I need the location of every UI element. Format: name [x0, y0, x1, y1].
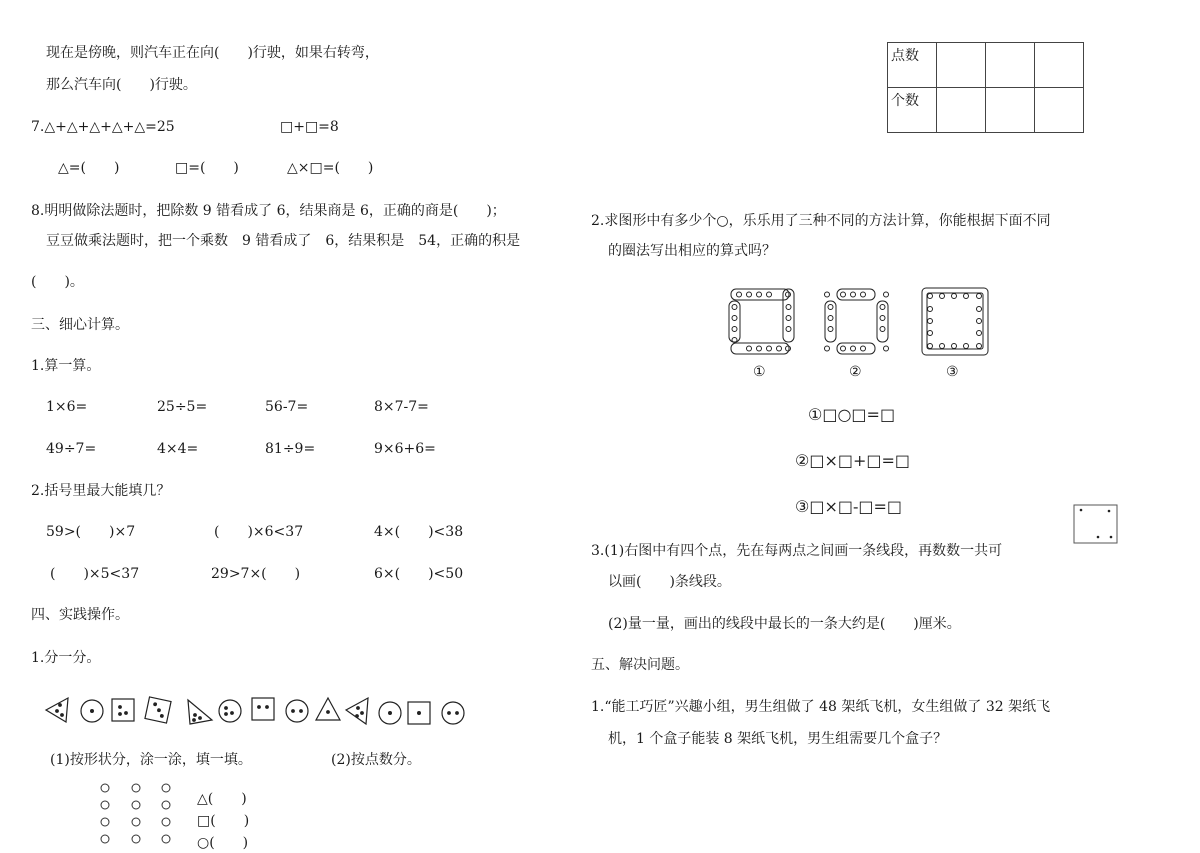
table-cell[interactable] [986, 43, 1035, 88]
fill-item: 29>7×( ) [211, 566, 301, 582]
calc-item: 4×4= [157, 441, 199, 457]
calc-item: 81÷9= [265, 441, 316, 457]
legend-square: □( ) [197, 813, 250, 829]
triangle-shape [316, 698, 340, 720]
table-cell[interactable] [937, 43, 986, 88]
q8-line3: ( )。 [31, 274, 84, 290]
equation-3: ③□×□-□=□ [795, 497, 903, 516]
table-cell[interactable] [937, 88, 986, 133]
q7-equation-square: □+□=8 [280, 119, 339, 135]
fill-item: ( )×5<37 [50, 566, 140, 582]
calc-item: 9×6+6= [374, 441, 436, 457]
figure-label-3: ③ [946, 364, 959, 380]
square-shape [112, 699, 134, 721]
circle-shape [286, 700, 308, 722]
fill-item: 59>( )×7 [46, 524, 136, 540]
calc-item: 8×7-7= [374, 399, 429, 415]
triangle-shape [46, 698, 68, 722]
circle-shape [442, 702, 464, 724]
sort-sub2: (2)按点数分。 [331, 752, 421, 768]
q6-line2: 那么汽车向( )行驶。 [46, 77, 197, 93]
legend-triangle: △( ) [197, 791, 247, 807]
q8-line2: 豆豆做乘法题时，把一个乘数 9 错看成了 6，结果积是 54，正确的积是 [46, 233, 521, 249]
q7-product-answer: △×□=( ) [287, 160, 374, 176]
circle-square-figures [726, 286, 994, 358]
table-cell[interactable] [1035, 88, 1084, 133]
fill-title: 2.括号里最大能填几？ [31, 483, 171, 499]
q6-line1: 现在是傍晚，则汽车正在向( )行驶，如果右转弯， [46, 45, 379, 61]
figure-1 [729, 289, 794, 354]
equation-1: ①□○□=□ [808, 405, 896, 424]
section5-title: 五、解决问题。 [591, 657, 689, 673]
q8-line1: 8.明明做除法题时，把除数 9 错看成了 6，结果商是 6，正确的商是( )； [31, 203, 506, 219]
fill-item: 4×( )<38 [374, 524, 464, 540]
square-shape [408, 702, 430, 724]
table-label-count: 个数 [888, 88, 937, 133]
square-shape [252, 698, 274, 720]
triangle-shape [346, 698, 368, 724]
q7-equation-triangle: 7.△+△+△+△+△=25 [31, 119, 175, 135]
circle-shape [81, 700, 103, 722]
circle-shape [219, 700, 241, 722]
table-label-dots: 点数 [888, 43, 937, 88]
sort-title: 1.分一分。 [31, 650, 101, 666]
q2-line1: 2.求图形中有多少个○，乐乐用了三种不同的方法计算，你能根据下面不同 [591, 213, 1051, 229]
p1-line2: 机，1 个盒子能装 8 架纸飞机，男生组需要几个盒子？ [608, 731, 948, 747]
table-cell[interactable] [1035, 43, 1084, 88]
q7-square-answer: □=( ) [175, 160, 239, 176]
figure-label-1: ① [753, 364, 766, 380]
equation-2: ②□×□+□=□ [795, 451, 911, 470]
calc-item: 1×6= [46, 399, 88, 415]
fill-item: 6×( )<50 [374, 566, 464, 582]
dot-count-table [887, 42, 1084, 133]
figure-3 [922, 288, 988, 355]
calc-title: 1.算一算。 [31, 358, 101, 374]
legend-circle: ○( ) [197, 835, 249, 851]
triangle-shape [188, 700, 212, 724]
section4-title: 四、实践操作。 [31, 607, 129, 623]
sort-sub1: (1)按形状分，涂一涂，填一填。 [50, 752, 252, 768]
calc-item: 56-7= [265, 399, 309, 415]
q3-line2: 以画( )条线段。 [608, 574, 731, 590]
coloring-grid [96, 780, 176, 848]
square-shape [145, 697, 171, 723]
figure-2 [825, 289, 889, 354]
calc-item: 49÷7= [46, 441, 97, 457]
q7-triangle-answer: △=( ) [58, 160, 120, 176]
shapes-row [40, 690, 470, 730]
calc-item: 25÷5= [157, 399, 208, 415]
q3-line3: (2)量一量，画出的线段中最长的一条大约是( )厘米。 [608, 616, 961, 632]
four-point-figure [1073, 504, 1119, 546]
table-cell[interactable] [986, 88, 1035, 133]
circle-shape [379, 702, 401, 724]
fill-item: ( )×6<37 [214, 524, 304, 540]
section3-title: 三、细心计算。 [31, 317, 129, 333]
q3-line1: 3.(1)右图中有四个点，先在每两点之间画一条线段，再数数一共可 [591, 543, 1003, 559]
figure-label-2: ② [849, 364, 862, 380]
p1-line1: 1.“能工巧匠”兴趣小组，男生组做了 48 架纸飞机，女生组做了 32 架纸飞 [591, 699, 1051, 715]
q2-line2: 的圈法写出相应的算式吗？ [608, 243, 776, 259]
